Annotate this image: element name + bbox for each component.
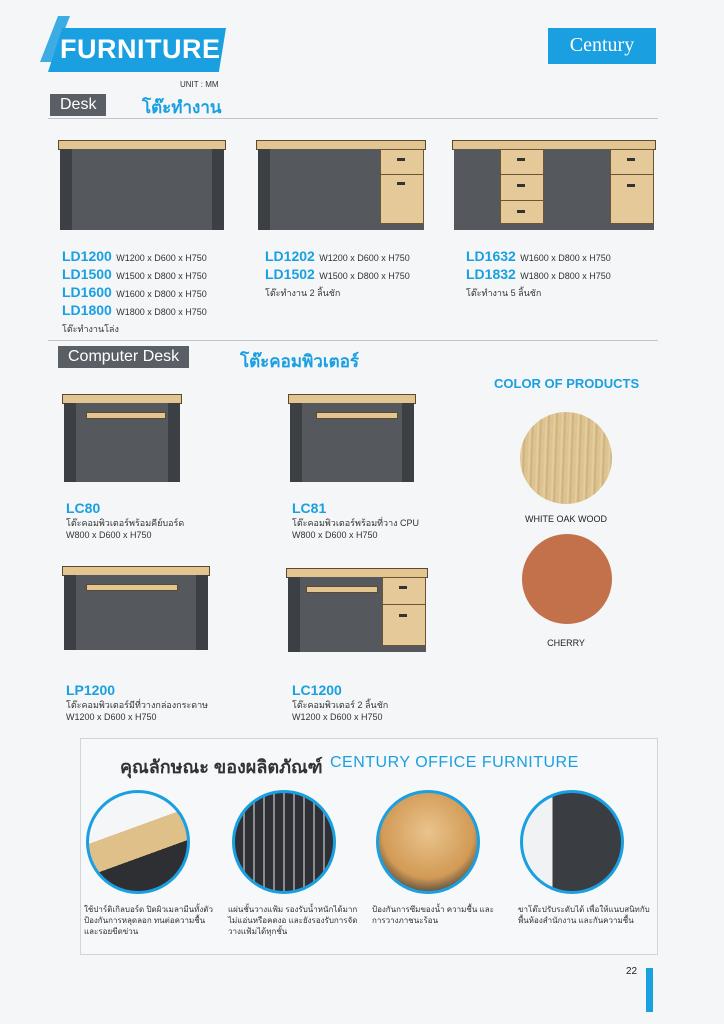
- product-dims: W1200 x D600 x H750: [66, 712, 157, 722]
- colors-title: COLOR OF PRODUCTS: [494, 376, 640, 391]
- page-number-bar: [646, 968, 653, 1012]
- section-divider: [48, 340, 658, 341]
- feature-2-caption: แผ่นชั้นวางแฟ้ม รองรับน้ำหนักได้มาก ไม่แอ่นหรือคดงอ และยังรองรับการจัดวางแฟ้มได้ทุกชั้น: [228, 905, 358, 936]
- product-dims: W1200 x D600 x H750: [116, 253, 207, 263]
- product-dims: W1600 x D800 x H750: [520, 253, 611, 263]
- section-computer-label: Computer Desk: [58, 346, 189, 368]
- product-code: LD1800: [62, 302, 112, 318]
- lc81-caption: [292, 500, 492, 540]
- lp1200-caption: [66, 682, 286, 722]
- product-code: LD1600: [62, 284, 112, 300]
- desk-ld1200-image: [58, 140, 226, 230]
- product-code: LD1200: [62, 248, 112, 264]
- section-divider: [48, 118, 658, 119]
- unit-label: UNIT : MM: [180, 80, 219, 89]
- page-number: 22: [626, 966, 638, 977]
- lc1200-image: [286, 568, 428, 652]
- product-dims: W1800 x D800 x H750: [520, 271, 611, 281]
- desk-group-1-caption: [62, 248, 252, 336]
- desk-group-2-caption: [265, 248, 455, 300]
- product-code: LD1502: [265, 266, 315, 282]
- feature-1-image: [86, 790, 190, 894]
- product-code: LP1200: [66, 682, 116, 698]
- page-title: FURNITURE: [60, 34, 221, 64]
- product-desc: โต๊ะคอมพิวเตอร์มีที่วางกล่องกระดาษ: [66, 700, 209, 710]
- section-desk-thai: โต๊ะทำงาน: [142, 98, 222, 117]
- brand-logo-text: Century: [569, 34, 635, 56]
- product-dims: W1800 x D800 x H750: [116, 307, 207, 317]
- cherry-label: CHERRY: [547, 638, 585, 648]
- section-computer-thai: โต๊ะคอมพิวเตอร์: [240, 352, 360, 371]
- product-code: LD1832: [466, 266, 516, 282]
- feature-2-image: [232, 790, 336, 894]
- product-dims: W1500 x D800 x H750: [319, 271, 410, 281]
- feature-4-image: [520, 790, 624, 894]
- product-desc: โต๊ะทำงานโล่ง: [62, 324, 119, 334]
- lc80-image: [62, 394, 182, 482]
- product-code: LD1500: [62, 266, 112, 282]
- desk-group-3-caption: [466, 248, 656, 300]
- product-desc: โต๊ะคอมพิวเตอร์พร้อมที่วาง CPU: [292, 518, 420, 528]
- product-desc: โต๊ะคอมพิวเตอร์ 2 ลิ้นชัก: [292, 700, 389, 710]
- product-desc: โต๊ะทำงาน 2 ลิ้นชัก: [265, 288, 341, 298]
- product-code: LC1200: [292, 682, 342, 698]
- product-dims: W800 x D600 x H750: [292, 530, 378, 540]
- product-code: LD1202: [265, 248, 315, 264]
- product-dims: W1500 x D800 x H750: [116, 271, 207, 281]
- lc1200-caption: [292, 682, 492, 722]
- white-oak-label: WHITE OAK WOOD: [525, 514, 607, 524]
- lc81-image: [288, 394, 416, 482]
- desk-ld1632-image: [452, 140, 656, 230]
- feature-3-caption: ป้องกันการซึมของน้ำ ความชื้น และการวางภาชนะร้อน: [372, 905, 494, 925]
- feature-3-image: [376, 790, 480, 894]
- lp1200-image: [62, 566, 210, 650]
- product-dims: W800 x D600 x H750: [66, 530, 152, 540]
- desk-ld1202-image: [256, 140, 426, 230]
- product-dims: W1600 x D800 x H750: [116, 289, 207, 299]
- product-code: LC80: [66, 500, 101, 516]
- lc80-caption: [66, 500, 266, 540]
- white-oak-swatch: [520, 412, 612, 504]
- product-dims: W1200 x D600 x H750: [292, 712, 383, 722]
- product-desc: โต๊ะทำงาน 5 ลิ้นชัก: [466, 288, 542, 298]
- product-code: LC81: [292, 500, 327, 516]
- feature-4-caption: ขาโต๊ะปรับระดับได้ เพื่อให้แนบสนิทกับพื้นห้องสำนักงาน และกันความชื้น: [518, 905, 650, 925]
- features-title-en: CENTURY OFFICE FURNITURE: [330, 754, 579, 771]
- section-desk-label: Desk: [50, 94, 106, 116]
- product-dims: W1200 x D600 x H750: [319, 253, 410, 263]
- product-code: LD1632: [466, 248, 516, 264]
- product-desc: โต๊ะคอมพิวเตอร์พร้อมคีย์บอร์ด: [66, 518, 185, 528]
- cherry-swatch: [522, 534, 612, 624]
- features-title-thai: คุณลักษณะ ของผลิตภัณฑ์: [120, 757, 323, 777]
- feature-1-caption: ใช้ปาร์ติเกิลบอร์ด ปิดผิวเมลามีนทั้งตัว ป้องกันการหลุดลอก ทนต่อความชื้นและรอยขีดข่วน: [84, 905, 213, 936]
